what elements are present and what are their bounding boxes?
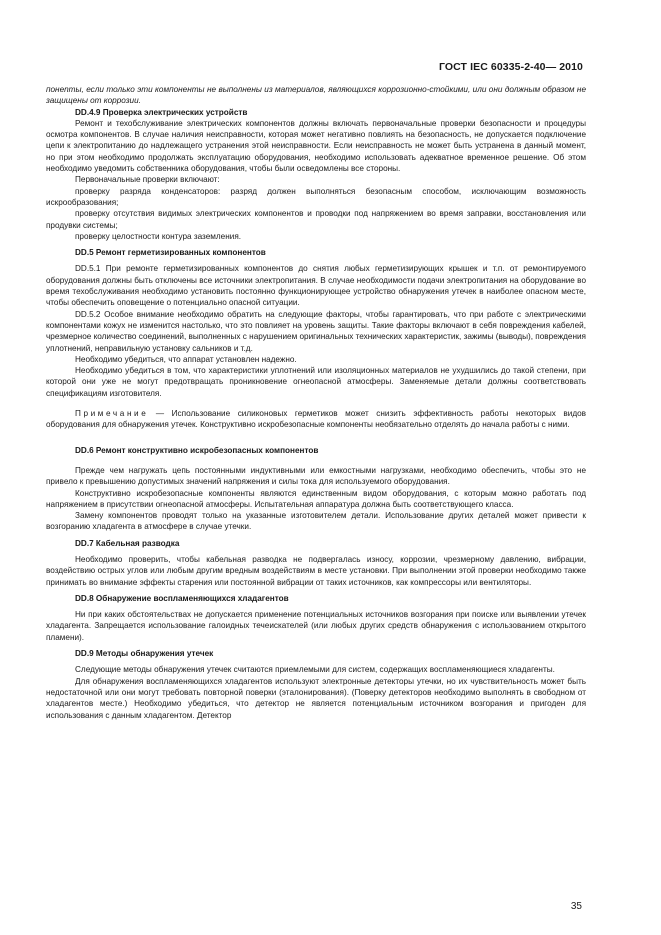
note-label: Примечание — [75, 409, 149, 419]
section-dd9-paragraph: Для обнаружения воспламеняющихся хладагентов используют электронные детекторы утечки, но их чувствительность может быть недостаточной или они могут требовать повторной поверки (эталонирования). (Поверку детекторов необходимо выполнять в свободном от хладагентов месте.) Необходимо убедиться, что детектор не является потенциальным источником возгорания и пригоден для использования с данным хладагентом. Детектор — [46, 676, 586, 720]
section-dd5-paragraph: Необходимо убедиться, что аппарат установлен надежно. — [75, 354, 297, 364]
section-dd5-paragraph: DD.5.1 При ремонте герметизированных компонентов до снятия любых герметизирующих крышек и т.п. от ремонтируемого оборудования должны быть отключены все источники электропитания. В случае необходимости подачи электропитания на оборудование во время техобслуживания необходимо установить постоянно функционирующее устройство обнаружения утечек в наиболее опасном месте, чтобы обеспечить оповещение о потенциально опасной ситуации. — [46, 264, 586, 308]
section-dd49-paragraph: Ремонт и техобслуживание электрических компонентов должны включать первоначальные проверки безопасности и процедуры осмотра компонентов. В случае наличия неисправности, которая может негативно повлиять на безопасность, не допускается подключение цепи к электропитанию до надлежащего устранения этой неисправности. Если неисправность не может быть устранена в данный момент, но при этом необходимо продолжать эксплуатацию оборудования, необходимо использовать адекватное временное решение. Об этом необходимо уведомить собственника оборудования, чтобы были осведомлены все стороны. — [46, 118, 586, 174]
section-dd6-paragraph: Конструктивно искробезопасные компоненты являются единственным видом оборудования, с которым можно работать под напряжением в присутствии огнеопасной атмосферы. Испытательная аппаратура должна быть соответствующего класса. — [46, 488, 586, 509]
note-paragraph — [46, 408, 586, 431]
document-body — [46, 84, 586, 721]
section-dd49-paragraph: Первоначальные проверки включают: — [75, 175, 220, 185]
section-dd49-paragraph: проверку разряда конденсаторов: разряд должен выполняться безопасным способом, исключающим возможность искрообразования; — [46, 186, 586, 207]
section-dd49-paragraph: проверку целостности контура заземления. — [75, 231, 242, 241]
document-header: ГОСТ IEC 60335-2-40— 2010 — [438, 61, 583, 73]
note-text: — Использование силиконовых герметиков может снизить эффективность работы некоторых видов оборудования для обнаружения утечек. Конструктивно искробезопасные компоненты необязательно отделять до начала работы с ними. — [46, 409, 586, 430]
section-dd9-paragraph: Следующие методы обнаружения утечек считаются приемлемыми для систем, содержащих воспламеняющиеся хладагенты. — [75, 665, 555, 675]
section-dd5-heading: DD.5 Ремонт герметизированных компонентов — [75, 248, 266, 258]
section-dd49-paragraph: проверку отсутствия видимых электрических компонентов и проводки под напряжением во время заправки, восстановления или продувки системы; — [46, 209, 586, 230]
intro-paragraph: понenты, если только эти компоненты не выполнены из материалов, являющихся коррозионно-стойкими, или они должным образом не защищены от коррозии. — [46, 85, 586, 106]
section-dd6-heading: DD.6 Ремонт конструктивно искробезопасных компонентов — [75, 445, 319, 455]
section-dd7-heading: DD.7 Кабельная разводка — [75, 538, 180, 548]
section-dd5-paragraph: Необходимо убедиться в том, что характеристики уплотнений или изоляционных материалов не ухудшились до такой степени, при которой они уже не могут предотвращать проникновение огнеопасной атмосферы. Заменяемые детали должны соответствовать спецификациям изготовителя. — [46, 366, 586, 398]
section-dd7-paragraph: Необходимо проверить, чтобы кабельная разводка не подвергалась износу, коррозии, чрезмерному давлению, вибрации, воздействию острых углов или любым другим вредным воздействиям в месте установки. При выполнении этой проверки необходимо также принимать во внимание эффекты старения или постоянной вибрации от таких источников, как компрессоры или вентиляторы. — [46, 554, 586, 587]
section-dd5-paragraph: DD.5.2 Особое внимание необходимо обратить на следующие факторы, чтобы гарантировать, что при работе с электрическими компонентами кожух не изменится настолько, что это повлияет на уровень защиты. Такие факторы включают в себя повреждения кабелей, чрезмерное количество соединений, выполненных с нарушением оригинальных технических характеристик, зажимы (выводы), повреждения уплотнений, неправильную установку сальников и т.д. — [46, 309, 586, 353]
section-dd8-heading: DD.8 Обнаружение воспламеняющихся хладагентов — [75, 593, 289, 603]
section-dd6-paragraph: Прежде чем нагружать цепь постоянными индуктивными или емкостными нагрузками, необходимо обеспечить, чтобы это не привело к превышению допустимых значений напряжения и силы тока для используемого оборудования. — [46, 465, 586, 487]
section-dd9-heading: DD.9 Методы обнаружения утечек — [75, 649, 214, 659]
section-dd49-heading: DD.4.9 Проверка электрических устройств — [75, 107, 248, 117]
section-dd6-paragraph: Замену компонентов проводят только на указанные изготовителем детали. Использование других деталей может привести к возгоранию хладагента в атмосфере в случае утечки. — [46, 511, 586, 532]
page-number: 35 — [570, 901, 582, 912]
section-dd8-paragraph: Ни при каких обстоятельствах не допускается применение потенциальных источников возгорания при поиске или выявлении утечек хладагента. Запрещается использование галоидных течеискателей (или любых других средств обнаружения с использованием открытого пламени). — [46, 610, 586, 642]
